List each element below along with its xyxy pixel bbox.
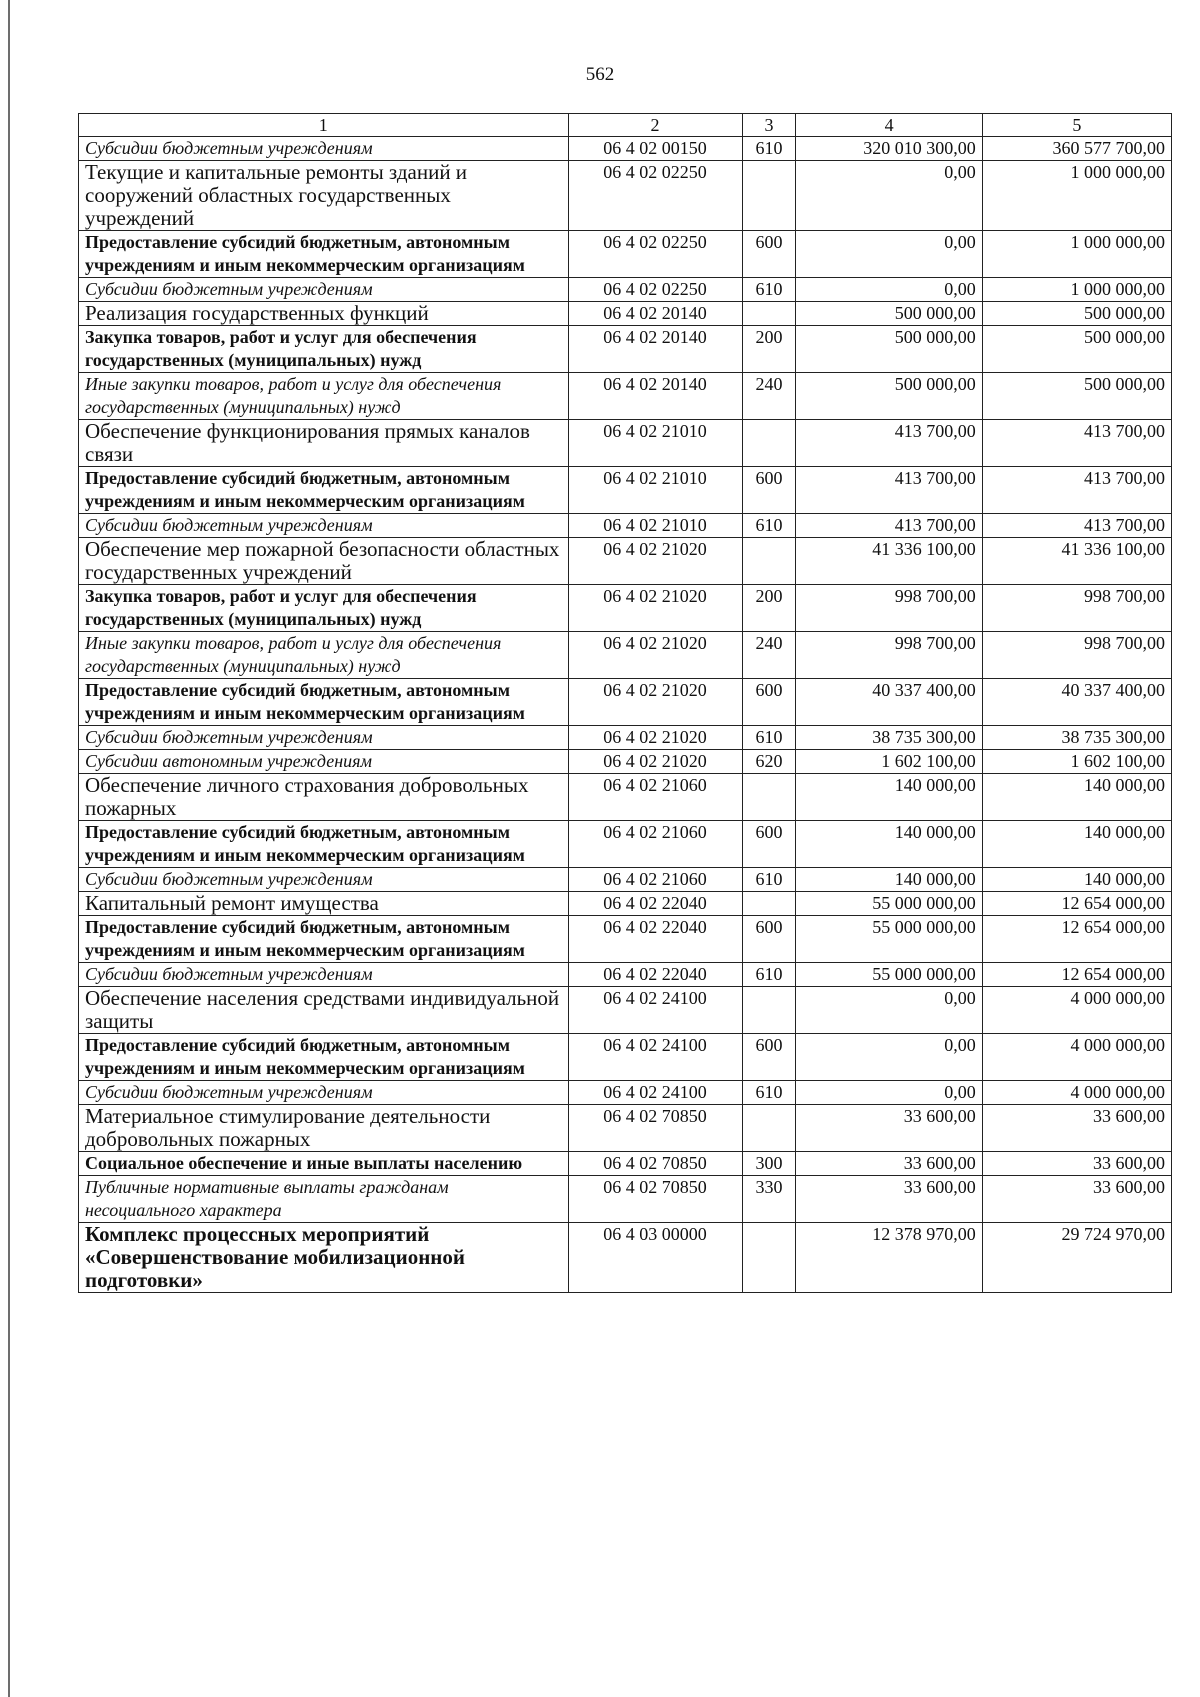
header-cell-4: 4 [796,114,982,137]
target-code-cell: 06 4 02 22040 [568,916,742,963]
expense-type-cell: 330 [742,1176,796,1223]
name-cell: Субсидии бюджетным учреждениям [79,514,569,538]
table-row [79,467,1172,514]
amount-year2-cell: 998 700,00 [982,585,1171,632]
amount-year1-cell: 38 735 300,00 [796,726,982,750]
name-cell: Предоставление субсидий бюджетным, автономным учреждениям и иным некоммерческим организациям [79,679,569,726]
target-code-cell: 06 4 02 20140 [568,373,742,420]
target-code-cell: 06 4 02 02250 [568,231,742,278]
target-code-cell: 06 4 02 02250 [568,161,742,231]
name-cell: Капитальный ремонт имущества [79,892,569,916]
name-cell: Текущие и капитальные ремонты зданий и сооружений областных государственных учреждений [79,161,569,231]
table-row [79,1081,1172,1105]
amount-year1-cell: 33 600,00 [796,1105,982,1152]
name-cell: Закупка товаров, работ и услуг для обеспечения государственных (муниципальных) нужд [79,585,569,632]
table-row [79,326,1172,373]
name-cell: Предоставление субсидий бюджетным, автономным учреждениям и иным некоммерческим организациям [79,467,569,514]
header-row [79,114,1172,137]
target-code-cell: 06 4 02 21060 [568,868,742,892]
name-cell: Субсидии автономным учреждениям [79,750,569,774]
table-row [79,726,1172,750]
amount-year2-cell: 12 654 000,00 [982,892,1171,916]
table-row [79,1152,1172,1176]
amount-year2-cell: 1 602 100,00 [982,750,1171,774]
name-cell: Обеспечение функционирования прямых каналов связи [79,420,569,467]
amount-year1-cell: 140 000,00 [796,774,982,821]
table-row [79,892,1172,916]
amount-year2-cell: 500 000,00 [982,373,1171,420]
table-row [79,1176,1172,1223]
target-code-cell: 06 4 02 21060 [568,774,742,821]
amount-year1-cell: 0,00 [796,161,982,231]
table-row [79,868,1172,892]
table-row [79,679,1172,726]
expense-type-cell: 200 [742,585,796,632]
table-row [79,137,1172,161]
amount-year2-cell: 500 000,00 [982,302,1171,326]
target-code-cell: 06 4 02 20140 [568,302,742,326]
table-row [79,987,1172,1034]
amount-year2-cell: 413 700,00 [982,420,1171,467]
expense-type-cell [742,302,796,326]
table-row [79,632,1172,679]
page-edge-line [8,0,10,1697]
expense-type-cell [742,538,796,585]
expense-type-cell: 600 [742,679,796,726]
amount-year1-cell: 1 602 100,00 [796,750,982,774]
name-cell: Субсидии бюджетным учреждениям [79,726,569,750]
page-number: 562 [585,64,615,85]
amount-year1-cell: 998 700,00 [796,585,982,632]
expense-type-cell: 610 [742,1081,796,1105]
name-cell: Предоставление субсидий бюджетным, автономным учреждениям и иным некоммерческим организациям [79,916,569,963]
name-cell: Субсидии бюджетным учреждениям [79,1081,569,1105]
table-row [79,963,1172,987]
expense-type-cell: 300 [742,1152,796,1176]
name-cell: Субсидии бюджетным учреждениям [79,137,569,161]
expense-type-cell: 200 [742,326,796,373]
amount-year1-cell: 500 000,00 [796,373,982,420]
name-cell: Иные закупки товаров, работ и услуг для обеспечения государственных (муниципальных) нужд [79,632,569,679]
amount-year1-cell: 320 010 300,00 [796,137,982,161]
expense-type-cell: 620 [742,750,796,774]
name-cell: Обеспечение мер пожарной безопасности областных государственных учреждений [79,538,569,585]
amount-year2-cell: 12 654 000,00 [982,963,1171,987]
target-code-cell: 06 4 02 24100 [568,1081,742,1105]
name-cell: Субсидии бюджетным учреждениям [79,963,569,987]
table-row [79,1223,1172,1293]
table-row [79,373,1172,420]
amount-year1-cell: 413 700,00 [796,514,982,538]
target-code-cell: 06 4 02 21020 [568,538,742,585]
expense-type-cell: 610 [742,868,796,892]
expense-type-cell: 610 [742,278,796,302]
amount-year1-cell: 998 700,00 [796,632,982,679]
name-cell: Субсидии бюджетным учреждениям [79,868,569,892]
target-code-cell: 06 4 02 24100 [568,1034,742,1081]
amount-year1-cell: 500 000,00 [796,326,982,373]
amount-year2-cell: 33 600,00 [982,1105,1171,1152]
amount-year1-cell: 55 000 000,00 [796,963,982,987]
table-row [79,420,1172,467]
table-row [79,821,1172,868]
target-code-cell: 06 4 02 21020 [568,632,742,679]
amount-year1-cell: 413 700,00 [796,420,982,467]
amount-year1-cell: 12 378 970,00 [796,1223,982,1293]
amount-year2-cell: 500 000,00 [982,326,1171,373]
expense-type-cell [742,161,796,231]
expense-type-cell: 610 [742,726,796,750]
target-code-cell: 06 4 03 00000 [568,1223,742,1293]
amount-year2-cell: 360 577 700,00 [982,137,1171,161]
amount-year2-cell: 1 000 000,00 [982,231,1171,278]
expense-type-cell: 610 [742,963,796,987]
amount-year1-cell: 55 000 000,00 [796,916,982,963]
expense-type-cell: 240 [742,373,796,420]
target-code-cell: 06 4 02 21060 [568,821,742,868]
expense-type-cell: 600 [742,916,796,963]
budget-table-body [79,114,1172,1293]
amount-year2-cell: 41 336 100,00 [982,538,1171,585]
name-cell: Предоставление субсидий бюджетным, автономным учреждениям и иным некоммерческим организациям [79,1034,569,1081]
amount-year1-cell: 413 700,00 [796,467,982,514]
amount-year1-cell: 0,00 [796,278,982,302]
name-cell: Предоставление субсидий бюджетным, автономным учреждениям и иным некоммерческим организациям [79,821,569,868]
table-row [79,585,1172,632]
amount-year2-cell: 40 337 400,00 [982,679,1171,726]
amount-year1-cell: 0,00 [796,1081,982,1105]
amount-year1-cell: 140 000,00 [796,868,982,892]
expense-type-cell [742,1223,796,1293]
target-code-cell: 06 4 02 21020 [568,585,742,632]
table-row [79,231,1172,278]
amount-year1-cell: 33 600,00 [796,1176,982,1223]
expense-type-cell [742,1105,796,1152]
target-code-cell: 06 4 02 21010 [568,420,742,467]
table-row [79,278,1172,302]
header-cell-1: 1 [79,114,569,137]
name-cell: Иные закупки товаров, работ и услуг для обеспечения государственных (муниципальных) нужд [79,373,569,420]
amount-year2-cell: 1 000 000,00 [982,278,1171,302]
name-cell: Реализация государственных функций [79,302,569,326]
table-row [79,161,1172,231]
amount-year1-cell: 41 336 100,00 [796,538,982,585]
expense-type-cell: 600 [742,467,796,514]
header-cell-5: 5 [982,114,1171,137]
amount-year2-cell: 29 724 970,00 [982,1223,1171,1293]
amount-year2-cell: 38 735 300,00 [982,726,1171,750]
table-row [79,750,1172,774]
amount-year1-cell: 0,00 [796,987,982,1034]
table-row [79,774,1172,821]
name-cell: Комплекс процессных мероприятий «Совершенствование мобилизационной подготовки» [79,1223,569,1293]
amount-year2-cell: 12 654 000,00 [982,916,1171,963]
amount-year2-cell: 4 000 000,00 [982,987,1171,1034]
target-code-cell: 06 4 02 24100 [568,987,742,1034]
expense-type-cell [742,420,796,467]
amount-year1-cell: 500 000,00 [796,302,982,326]
target-code-cell: 06 4 02 70850 [568,1105,742,1152]
target-code-cell: 06 4 02 22040 [568,963,742,987]
target-code-cell: 06 4 02 70850 [568,1176,742,1223]
amount-year1-cell: 55 000 000,00 [796,892,982,916]
amount-year2-cell: 140 000,00 [982,774,1171,821]
table-row [79,514,1172,538]
name-cell: Социальное обеспечение и иные выплаты населению [79,1152,569,1176]
expense-type-cell: 600 [742,821,796,868]
amount-year2-cell: 998 700,00 [982,632,1171,679]
expense-type-cell: 610 [742,514,796,538]
target-code-cell: 06 4 02 70850 [568,1152,742,1176]
expense-type-cell [742,892,796,916]
name-cell: Обеспечение населения средствами индивидуальной защиты [79,987,569,1034]
amount-year2-cell: 4 000 000,00 [982,1081,1171,1105]
expense-type-cell: 600 [742,1034,796,1081]
name-cell: Субсидии бюджетным учреждениям [79,278,569,302]
amount-year2-cell: 1 000 000,00 [982,161,1171,231]
name-cell: Материальное стимулирование деятельности добровольных пожарных [79,1105,569,1152]
amount-year2-cell: 413 700,00 [982,467,1171,514]
target-code-cell: 06 4 02 21020 [568,679,742,726]
expense-type-cell [742,987,796,1034]
table-row [79,1105,1172,1152]
amount-year1-cell: 0,00 [796,1034,982,1081]
header-cell-3: 3 [742,114,796,137]
table-row [79,302,1172,326]
amount-year2-cell: 140 000,00 [982,821,1171,868]
amount-year2-cell: 4 000 000,00 [982,1034,1171,1081]
target-code-cell: 06 4 02 21010 [568,467,742,514]
table-row [79,1034,1172,1081]
expense-type-cell: 600 [742,231,796,278]
table-row [79,916,1172,963]
amount-year1-cell: 33 600,00 [796,1152,982,1176]
budget-table [78,113,1172,1293]
target-code-cell: 06 4 02 21020 [568,726,742,750]
amount-year2-cell: 140 000,00 [982,868,1171,892]
expense-type-cell: 610 [742,137,796,161]
target-code-cell: 06 4 02 02250 [568,278,742,302]
name-cell: Публичные нормативные выплаты гражданам несоциального характера [79,1176,569,1223]
name-cell: Обеспечение личного страхования добровольных пожарных [79,774,569,821]
name-cell: Предоставление субсидий бюджетным, автономным учреждениям и иным некоммерческим организациям [79,231,569,278]
expense-type-cell [742,774,796,821]
amount-year2-cell: 33 600,00 [982,1152,1171,1176]
amount-year1-cell: 40 337 400,00 [796,679,982,726]
expense-type-cell: 240 [742,632,796,679]
amount-year1-cell: 140 000,00 [796,821,982,868]
target-code-cell: 06 4 02 21020 [568,750,742,774]
name-cell: Закупка товаров, работ и услуг для обеспечения государственных (муниципальных) нужд [79,326,569,373]
target-code-cell: 06 4 02 20140 [568,326,742,373]
header-cell-2: 2 [568,114,742,137]
target-code-cell: 06 4 02 22040 [568,892,742,916]
target-code-cell: 06 4 02 21010 [568,514,742,538]
target-code-cell: 06 4 02 00150 [568,137,742,161]
amount-year1-cell: 0,00 [796,231,982,278]
amount-year2-cell: 33 600,00 [982,1176,1171,1223]
amount-year2-cell: 413 700,00 [982,514,1171,538]
table-row [79,538,1172,585]
